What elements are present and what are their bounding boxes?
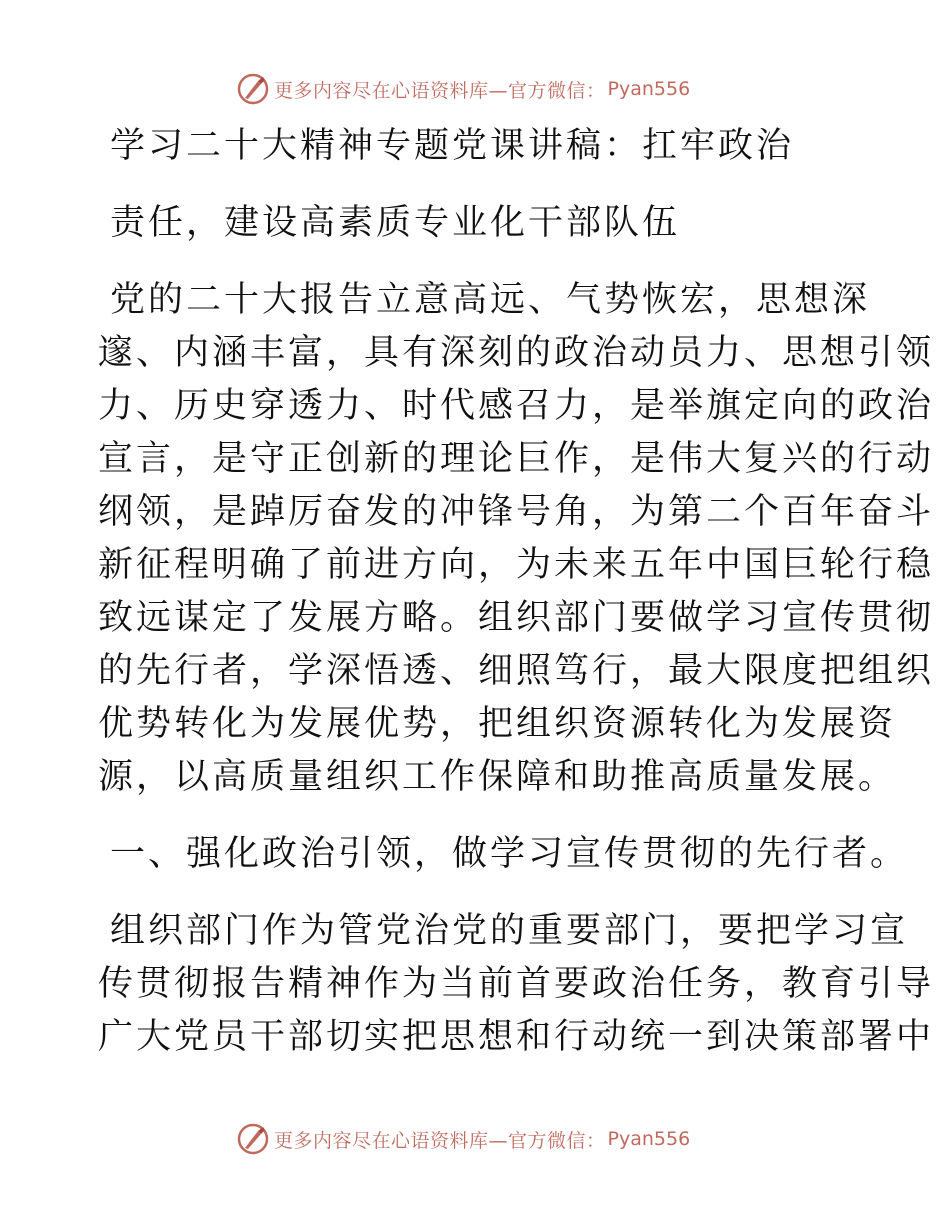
paragraph-line: 源，以高质量组织工作保障和助推高质量发展。	[98, 757, 897, 797]
document-title: 学习二十大精神专题党课讲稿：扛牢政治	[110, 126, 795, 166]
paragraph-line: 优势转化为发展优势，把组织资源转化为发展资	[98, 704, 897, 744]
watermark-text: 更多内容尽在心语资料库—官方微信：	[274, 1129, 606, 1152]
paragraph-line: 组织部门作为管党治党的重要部门，要把学习宣	[110, 911, 909, 951]
document-body	[98, 120, 935, 1064]
watermark-wechat-id: Pyan556	[607, 1128, 691, 1150]
watermark-footer	[236, 1122, 690, 1156]
paragraph-line: 力、历史穿透力、时代感召力，是举旗定向的政治	[98, 386, 935, 426]
quill-logo-icon	[236, 1122, 270, 1156]
quill-logo-icon	[236, 72, 270, 106]
watermark-wechat-id: Pyan556	[607, 78, 691, 100]
document-title: 责任，建设高素质专业化干部队伍	[110, 203, 681, 243]
paragraph-line: 传贯彻报告精神作为当前首要政治任务，教育引导	[98, 964, 935, 1004]
watermark-header	[236, 72, 690, 106]
watermark-text: 更多内容尽在心语资料库—官方微信：	[274, 79, 606, 102]
paragraph-line: 广大党员干部切实把思想和行动统一到决策部署中	[98, 1017, 935, 1057]
section-heading: 一、强化政治引领，做学习宣传贯彻的先行者。	[110, 834, 909, 874]
paragraph-line: 宣言，是守正创新的理论巨作，是伟大复兴的行动	[98, 439, 935, 479]
paragraph-line: 新征程明确了前进方向，为未来五年中国巨轮行稳	[98, 545, 935, 585]
paragraph-line: 的先行者，学深悟透、细照笃行，最大限度把组织	[98, 651, 935, 691]
paragraph-line: 党的二十大报告立意高远、气势恢宏，思想深	[110, 280, 871, 320]
paragraph-line: 纲领，是踔厉奋发的冲锋号角，为第二个百年奋斗	[98, 492, 935, 532]
paragraph-line: 邃、内涵丰富，具有深刻的政治动员力、思想引领	[98, 333, 935, 373]
paragraph-line: 致远谋定了发展方略。组织部门要做学习宣传贯彻	[98, 598, 935, 638]
